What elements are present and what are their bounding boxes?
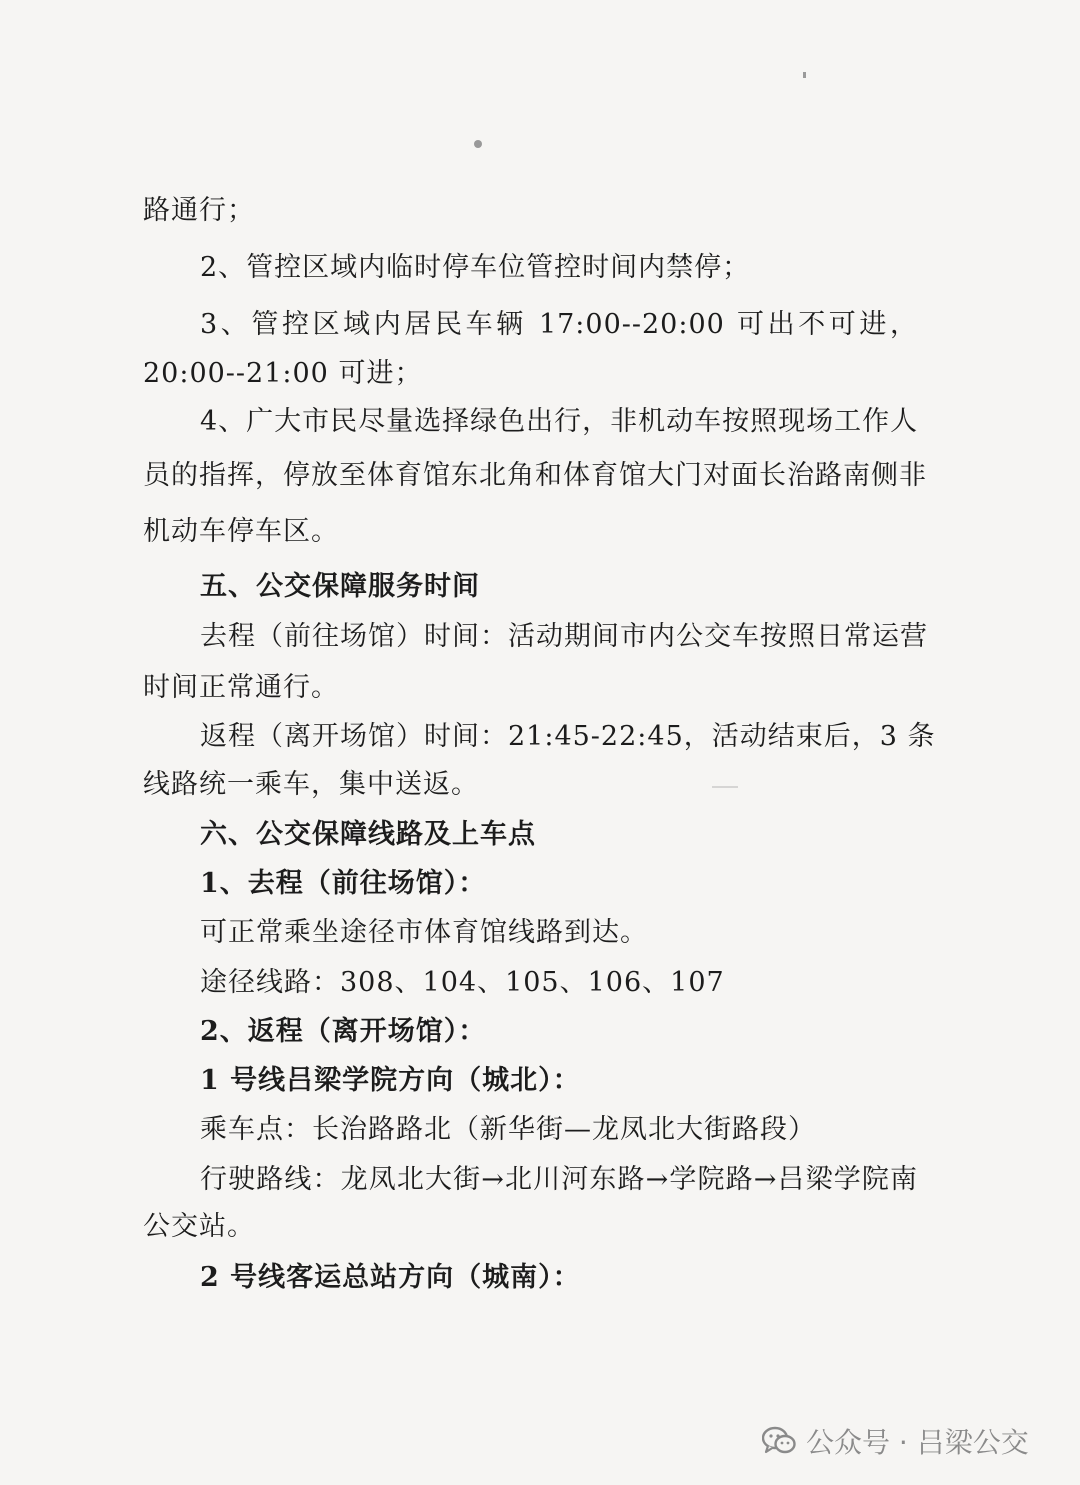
text-line: 途径线路：308、104、105、106、107 [200, 967, 725, 998]
text-line: 20:00--21:00 可进； [143, 358, 423, 389]
subsection-heading: 1、去程（前往场馆）： [200, 868, 487, 899]
text-line: 员的指挥，停放至体育馆东北角和体育馆大门对面长治路南侧非 [143, 460, 927, 491]
wechat-icon [762, 1426, 796, 1456]
text-line: 4、广大市民尽量选择绿色出行，非机动车按照现场工作人 [200, 406, 919, 437]
scan-speck [803, 72, 806, 78]
route-heading: 1 号线吕梁学院方向（城北）： [200, 1065, 581, 1096]
watermark-text: 公众号 · 吕梁公交 [806, 1426, 1029, 1459]
watermark [762, 1421, 1029, 1461]
scan-speck [712, 786, 738, 788]
text-line: 时间正常通行。 [143, 672, 339, 703]
text-line: 返程（离开场馆）时间：21:45-22:45，活动结束后，3 条 [200, 721, 936, 752]
text-line: 线路统一乘车，集中送返。 [143, 769, 479, 800]
scan-dot [474, 140, 482, 148]
text-line: 可正常乘坐途径市体育馆线路到达。 [200, 917, 648, 948]
text-line: 3、管控区域内居民车辆 17:00--20:00 可出不可进， [200, 309, 918, 340]
subsection-heading: 2、返程（离开场馆）： [200, 1016, 487, 1047]
text-line: 机动车停车区。 [143, 516, 339, 547]
route-heading: 2 号线客运总站方向（城南）： [200, 1262, 581, 1293]
section-heading: 六、公交保障线路及上车点 [200, 819, 536, 850]
text-line: 公交站。 [143, 1211, 255, 1242]
text-line: 乘车点：长治路路北（新华街—龙凤北大街路段） [200, 1114, 816, 1145]
text-line: 路通行； [143, 195, 255, 226]
text-line: 2、管控区域内临时停车位管控时间内禁停； [200, 252, 751, 283]
text-line: 行驶路线：龙凤北大街→北川河东路→学院路→吕梁学院南 [200, 1164, 918, 1195]
text-line: 去程（前往场馆）时间：活动期间市内公交车按照日常运营 [200, 621, 928, 652]
section-heading: 五、公交保障服务时间 [200, 571, 480, 602]
